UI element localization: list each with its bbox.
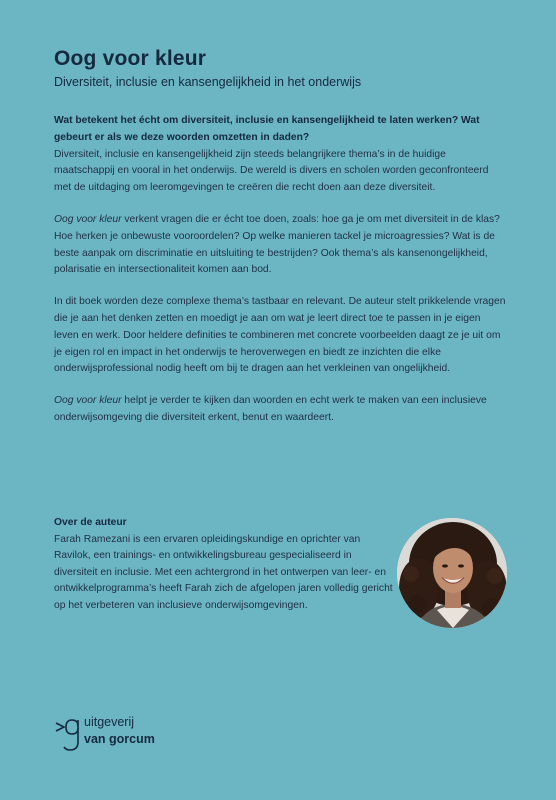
publisher-logo-icon bbox=[54, 712, 84, 756]
publisher-name-line2: van gorcum bbox=[84, 732, 155, 746]
author-bio: Farah Ramezani is een ervaren opleidingskundige en oprichter van Ravilok, een trainings- en ontwikkelingsbureau gespecialiseerd in diversiteit en inclusie. Met een achtergrond in het ontwerpen van leer- en ontwikkelprogramma’s heeft Farah zich de afgelopen jaren volledig gericht op het verbeteren van inclusieve onderwijsomgevingen. bbox=[54, 533, 393, 611]
intro-paragraph: Diversiteit, inclusie en kansengelijkheid zijn steeds belangrijkere thema’s in de huidige maatschappij en vooral in het onderwijs. De wereld is divers en scholen worden geconfronteerd met de uitdaging om leeromgevingen te creëren die recht doen aan deze diversiteit. bbox=[54, 148, 489, 194]
paragraph-closing-text: helpt je verder te kijken dan woorden en echt werk te maken van een inclusieve onderwijsomgeving die diversiteit erkent, benut en waardeert. bbox=[54, 395, 487, 423]
intro-lead-question: Wat betekent het écht om diversiteit, inclusie en kansengelijkheid te laten werken? Wat gebeurt er als we deze woorden omzetten in daden? bbox=[54, 115, 480, 143]
publisher-name-line1: uitgeverij bbox=[84, 715, 135, 729]
paragraph-closing bbox=[54, 393, 506, 427]
book-title-italic: Oog voor kleur bbox=[54, 395, 122, 407]
back-cover-description bbox=[54, 113, 506, 442]
paragraph-approach: In dit boek worden deze complexe thema’s tastbaar en relevant. De auteur stelt prikkelende vragen die je aan het denken zetten en moedigt je aan om wat je leert direct toe te passen in je eigen leven en werk. Door heldere definities te combineren met concrete voorbeelden daagt ze je uit om je eigen rol en impact in het onderwijs te heroverwegen en biedt ze inzichten die elke onderwijsprofessional nodig heeft om bij te dragen aan het verkleinen van ongelijkheid. bbox=[54, 296, 506, 375]
author-heading: Over de auteur bbox=[54, 517, 127, 528]
publisher-logo bbox=[54, 712, 214, 756]
paragraph-topics-text: verkent vragen die er écht toe doen, zoals: hoe ga je om met diversiteit in de klas? Hoe herken je onbewuste vooroordelen? Op welke manieren tackel je microagressies? Wat is de beste aanpak om discriminatie en uitsluiting te bestrijden? Ook thema’s als kansenongelijkheid, polarisatie en intersectionaliteit komen aan bod. bbox=[54, 213, 500, 276]
book-title: Oog voor kleur bbox=[54, 47, 207, 70]
author-portrait-image bbox=[397, 518, 507, 628]
paragraph-topics bbox=[54, 212, 506, 279]
book-subtitle: Diversiteit, inclusie en kansengelijkheid in het onderwijs bbox=[54, 75, 362, 89]
author-portrait bbox=[397, 518, 507, 628]
book-title-italic: Oog voor kleur bbox=[54, 213, 122, 225]
author-section bbox=[54, 515, 394, 615]
